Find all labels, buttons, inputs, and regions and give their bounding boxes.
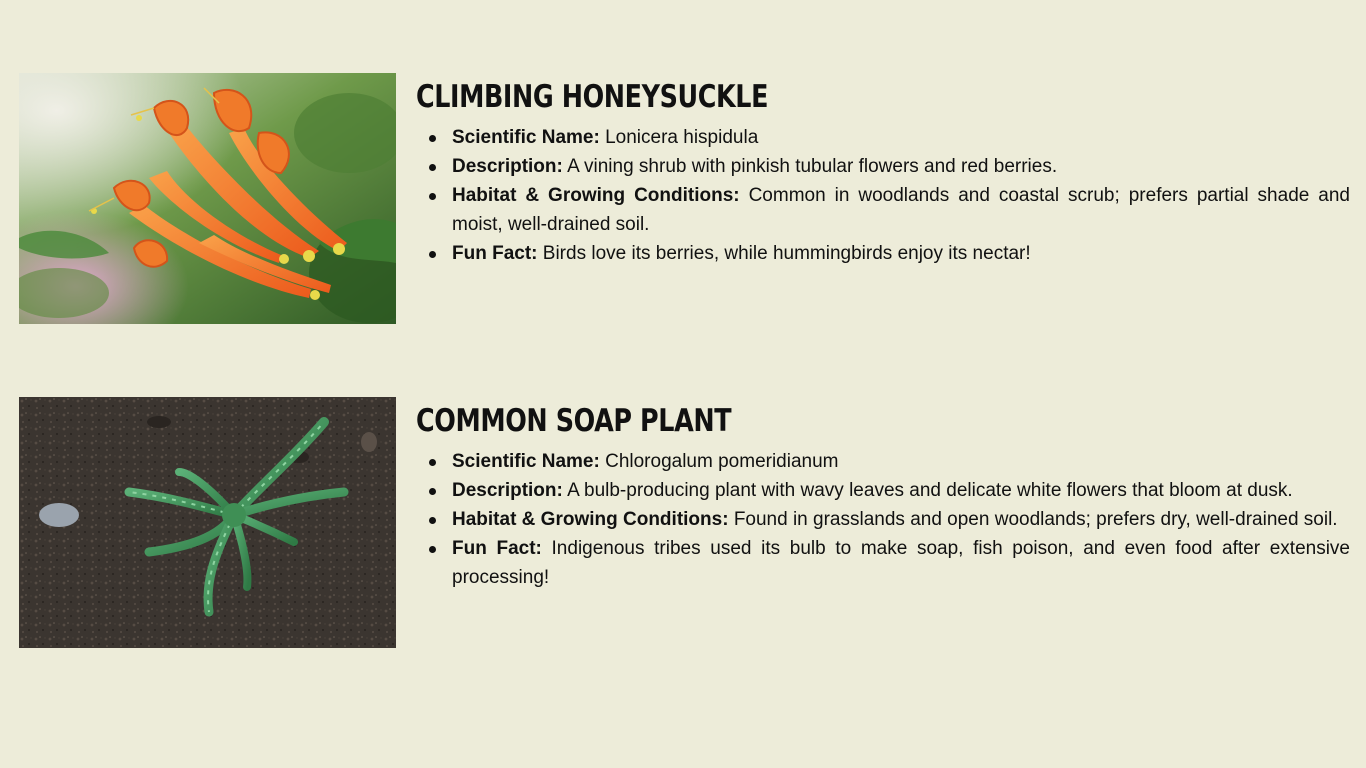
fact-list <box>416 447 1350 592</box>
honeysuckle-info <box>416 73 1350 268</box>
plant-title: COMMON SOAP PLANT <box>416 403 732 439</box>
fact-fun-fact: Fun Fact: Indigenous tribes used its bulb to make soap, fish poison, and even food after extensive processing! <box>416 534 1350 592</box>
soap-plant-photo <box>19 397 396 648</box>
fact-habitat: Habitat & Growing Conditions: Common in woodlands and coastal scrub; prefers partial shade and moist, well-drained soil. <box>416 181 1350 239</box>
plant-title: CLIMBING HONEYSUCKLE <box>416 79 769 115</box>
fact-description: Description: A bulb-producing plant with wavy leaves and delicate white flowers that bloom at dusk. <box>416 476 1350 505</box>
honeysuckle-photo <box>19 73 396 324</box>
fact-description: Description: A vining shrub with pinkish tubular flowers and red berries. <box>416 152 1350 181</box>
fact-list <box>416 123 1350 268</box>
fact-scientific-name: Scientific Name: Lonicera hispidula <box>416 123 1350 152</box>
soap-plant-info <box>416 397 1350 592</box>
fact-fun-fact: Fun Fact: Birds love its berries, while hummingbirds enjoy its nectar! <box>416 239 1350 268</box>
fact-habitat: Habitat & Growing Conditions: Found in grasslands and open woodlands; prefers dry, well-drained soil. <box>416 505 1350 534</box>
fact-scientific-name: Scientific Name: Chlorogalum pomeridianum <box>416 447 1350 476</box>
